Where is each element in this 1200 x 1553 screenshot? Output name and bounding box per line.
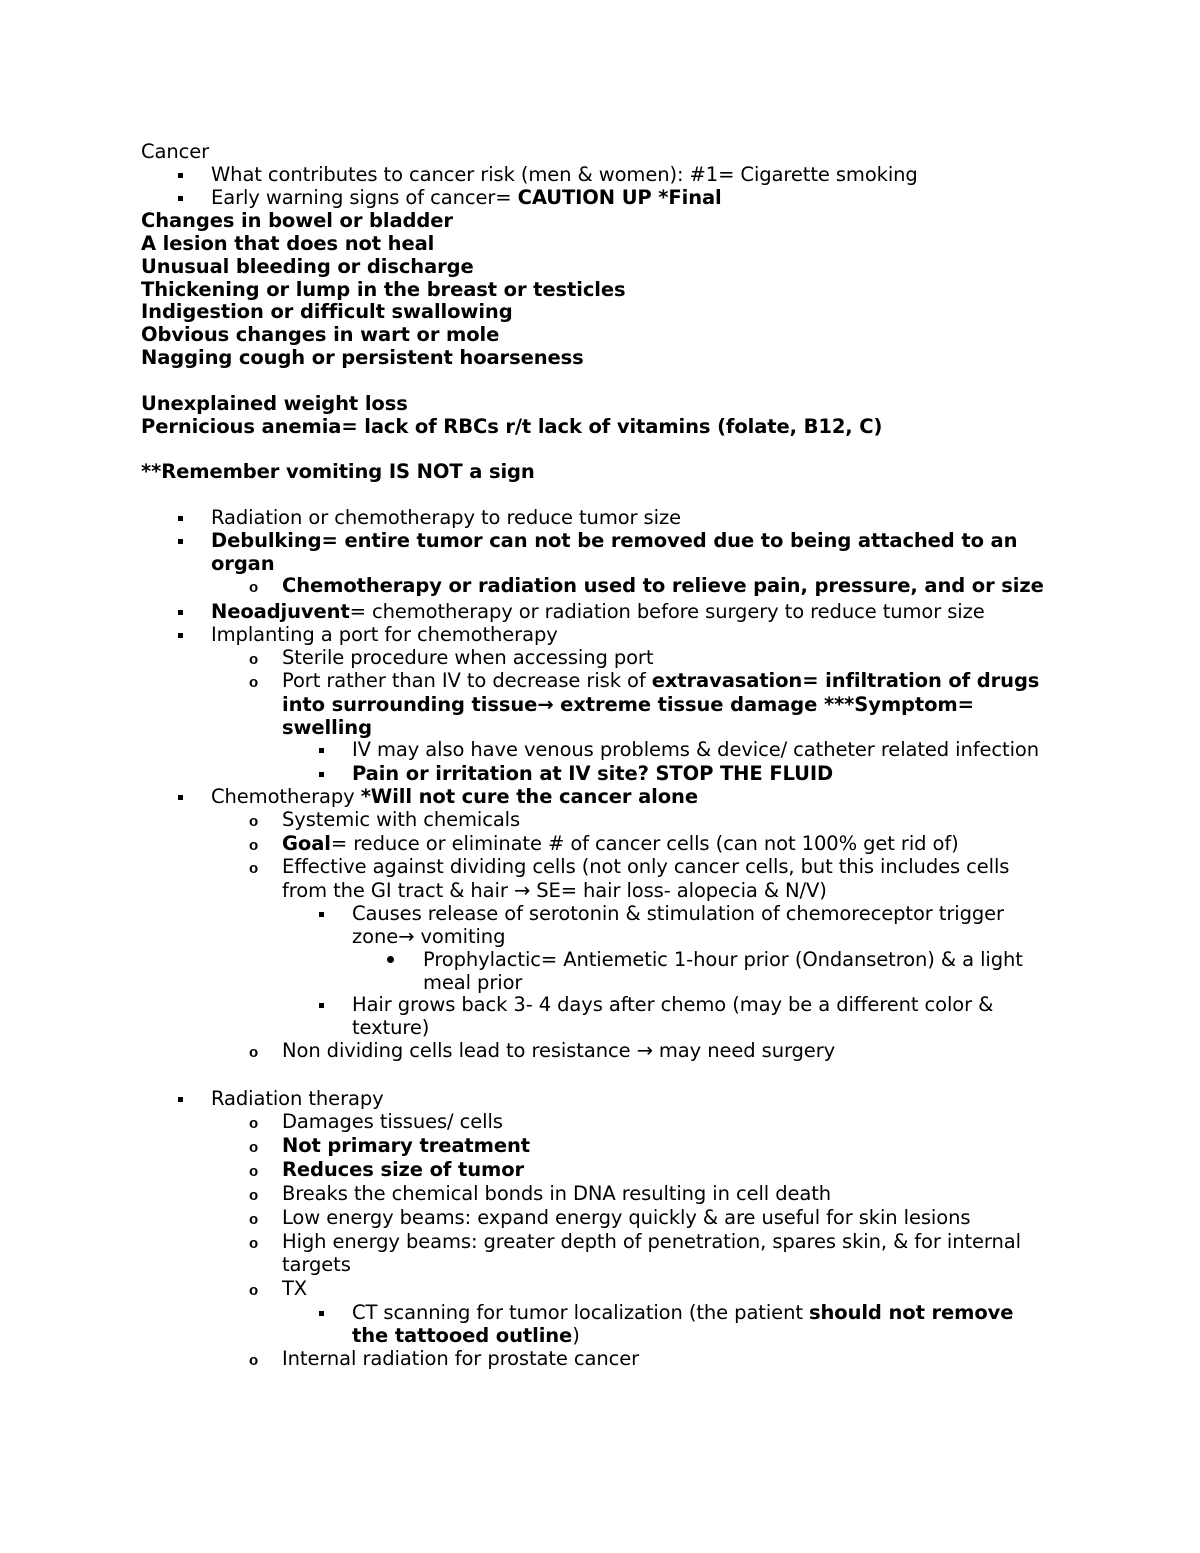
square-bullet-icon [178, 633, 183, 638]
text: Early warning signs of cancer= [211, 186, 518, 209]
text-line [282, 879, 827, 902]
text-line [282, 808, 520, 831]
text: Radiation or chemotherapy to reduce tumor size [211, 506, 681, 529]
text-line [141, 346, 584, 369]
text: targets [282, 1253, 351, 1276]
square-bullet-icon [178, 196, 183, 201]
square-bullet-icon [319, 1003, 324, 1008]
square-bullet-icon [178, 516, 183, 521]
circle-o-bullet-icon: o [249, 837, 259, 854]
bold-text: **Remember vomiting IS NOT a sign [141, 460, 535, 483]
bold-text: the tattooed outline [352, 1324, 573, 1347]
text: Breaks the chemical bonds in DNA resulting in cell death [282, 1182, 832, 1205]
text-line [282, 1182, 831, 1205]
bold-text: Thickening or lump in the breast or testicles [141, 278, 626, 301]
bold-text: *Will not cure the cancer alone [360, 785, 698, 808]
text: TX [282, 1277, 308, 1300]
text: Radiation therapy [211, 1087, 384, 1110]
bold-text: Reduces size of tumor [282, 1158, 525, 1181]
text-line [282, 669, 1039, 692]
text-line [211, 623, 558, 646]
text-line [423, 948, 1023, 971]
bold-text: Unexplained weight loss [141, 392, 408, 415]
text: Effective against dividing cells (not only cancer cells, but this includes cells [282, 855, 1010, 878]
square-bullet-icon [319, 772, 324, 777]
circle-o-bullet-icon: o [249, 674, 259, 691]
bold-text: into surrounding tissue→ extreme tissue damage ***Symptom= [282, 693, 974, 716]
circle-o-bullet-icon: o [249, 1044, 259, 1061]
text-line [211, 529, 1017, 552]
text-line [282, 1253, 351, 1276]
text-line [352, 925, 505, 948]
text: meal prior [423, 971, 523, 994]
text-line [211, 552, 275, 575]
text: Low energy beams: expand energy quickly & are useful for skin lesions [282, 1206, 971, 1229]
square-bullet-icon [319, 1311, 324, 1316]
text-line [141, 209, 453, 232]
circle-o-bullet-icon: o [249, 651, 259, 668]
circle-o-bullet-icon: o [249, 1187, 259, 1204]
text-line [282, 693, 974, 716]
bold-text: Nagging cough or persistent hoarseness [141, 346, 584, 369]
text-line [282, 1110, 503, 1133]
text-line [282, 1347, 639, 1370]
circle-o-bullet-icon: o [249, 813, 259, 830]
text-line [423, 971, 522, 994]
text-line [141, 323, 499, 346]
text: High energy beams: greater depth of penetration, spares skin, & for internal [282, 1230, 1021, 1253]
text-line [211, 1087, 384, 1110]
text-line [282, 1277, 307, 1300]
text-line [141, 415, 882, 438]
text-line [282, 1134, 530, 1157]
text: = chemotherapy or radiation before surgery to reduce tumor size [349, 600, 985, 623]
bold-text: Debulking= entire tumor can not be removed due to being attached to an [211, 529, 1018, 552]
text-line [282, 716, 372, 739]
text: = reduce or eliminate # of cancer cells (can not 100% get rid of) [330, 832, 959, 855]
text-line [141, 300, 513, 323]
text: Sterile procedure when accessing port [282, 646, 654, 669]
text: from the GI tract & hair → SE= hair loss- alopecia & N/V) [282, 879, 827, 902]
square-bullet-icon [319, 748, 324, 753]
circle-o-bullet-icon: o [249, 579, 259, 596]
text-line [352, 1301, 1013, 1324]
circle-o-bullet-icon: o [249, 1282, 259, 1299]
bold-text: Pain or irritation at IV site? STOP THE FLUID [352, 762, 834, 785]
text-line [352, 738, 1039, 761]
circle-o-bullet-icon: o [249, 1115, 259, 1132]
square-bullet-icon [178, 173, 183, 178]
text-line [352, 1016, 429, 1039]
text-line [141, 278, 626, 301]
text-line [211, 785, 698, 808]
text-line [282, 1158, 524, 1181]
circle-o-bullet-icon: o [249, 1235, 259, 1252]
square-bullet-icon [178, 539, 183, 544]
text-line [352, 762, 833, 785]
bold-text: Chemotherapy or radiation used to relieve pain, pressure, and or size [282, 574, 1044, 597]
bold-text: Changes in bowel or bladder [141, 209, 453, 232]
text: Chemotherapy [211, 785, 361, 808]
text: What contributes to cancer risk (men & women): #1= Cigarette smoking [211, 163, 918, 186]
text: Non dividing cells lead to resistance → may need surgery [282, 1039, 836, 1062]
bold-text: A lesion that does not heal [141, 232, 435, 255]
text: Internal radiation for prostate cancer [282, 1347, 640, 1370]
text-line [352, 1324, 580, 1347]
text-line [352, 902, 1004, 925]
text: ) [572, 1324, 580, 1347]
square-bullet-icon [319, 912, 324, 917]
bold-text: Pernicious anemia= lack of RBCs r/t lack of vitamins (folate, B12, C) [141, 415, 883, 438]
text: Port rather than IV to decrease risk of [282, 669, 652, 692]
text-line [141, 232, 434, 255]
text-line [282, 1206, 970, 1229]
text: zone→ vomiting [352, 925, 506, 948]
text-line [141, 392, 408, 415]
square-bullet-icon [178, 795, 183, 800]
text: Cancer [141, 140, 210, 163]
bold-text: organ [211, 552, 275, 575]
text: Damages tissues/ cells [282, 1110, 503, 1133]
text-line [211, 506, 681, 529]
square-bullet-icon [178, 1097, 183, 1102]
bold-text: should not remove [808, 1301, 1014, 1324]
text-line [282, 646, 653, 669]
text: Implanting a port for chemotherapy [211, 623, 558, 646]
text-line [282, 1230, 1021, 1253]
text: Systemic with chemicals [282, 808, 521, 831]
circle-o-bullet-icon: o [249, 1139, 259, 1156]
round-bullet-icon [387, 956, 394, 963]
circle-o-bullet-icon: o [249, 1211, 259, 1228]
text: Hair grows back 3- 4 days after chemo (may be a different color & [352, 993, 994, 1016]
text-line [141, 140, 209, 163]
circle-o-bullet-icon: o [249, 860, 259, 877]
bold-text: Neoadjuvent [211, 600, 350, 623]
text-line [282, 574, 1044, 597]
bold-text: Obvious changes in wart or mole [141, 323, 500, 346]
text: Prophylactic= Antiemetic 1-hour prior (Ondansetron) & a light [423, 948, 1023, 971]
text-line [282, 855, 1009, 878]
text-line [352, 993, 993, 1016]
text: Causes release of serotonin & stimulation of chemoreceptor trigger [352, 902, 1004, 925]
text-line [211, 163, 918, 186]
bold-text: swelling [282, 716, 372, 739]
bold-text: Not primary treatment [282, 1134, 530, 1157]
circle-o-bullet-icon: o [249, 1352, 259, 1369]
text-line [141, 460, 535, 483]
text: texture) [352, 1016, 430, 1039]
bold-text: Unusual bleeding or discharge [141, 255, 474, 278]
text-line [211, 600, 985, 623]
bold-text: CAUTION UP *Final [517, 186, 722, 209]
text-line [282, 832, 959, 855]
text-line [282, 1039, 835, 1062]
circle-o-bullet-icon: o [249, 1163, 259, 1180]
text: CT scanning for tumor localization (the patient [352, 1301, 809, 1324]
text: IV may also have venous problems & device/ catheter related infection [352, 738, 1039, 761]
bold-text: Indigestion or difficult swallowing [141, 300, 513, 323]
text-line [211, 186, 722, 209]
text-line [141, 255, 474, 278]
square-bullet-icon [178, 610, 183, 615]
bold-text: extravasation= infiltration of drugs [651, 669, 1040, 692]
bold-text: Goal [282, 832, 331, 855]
